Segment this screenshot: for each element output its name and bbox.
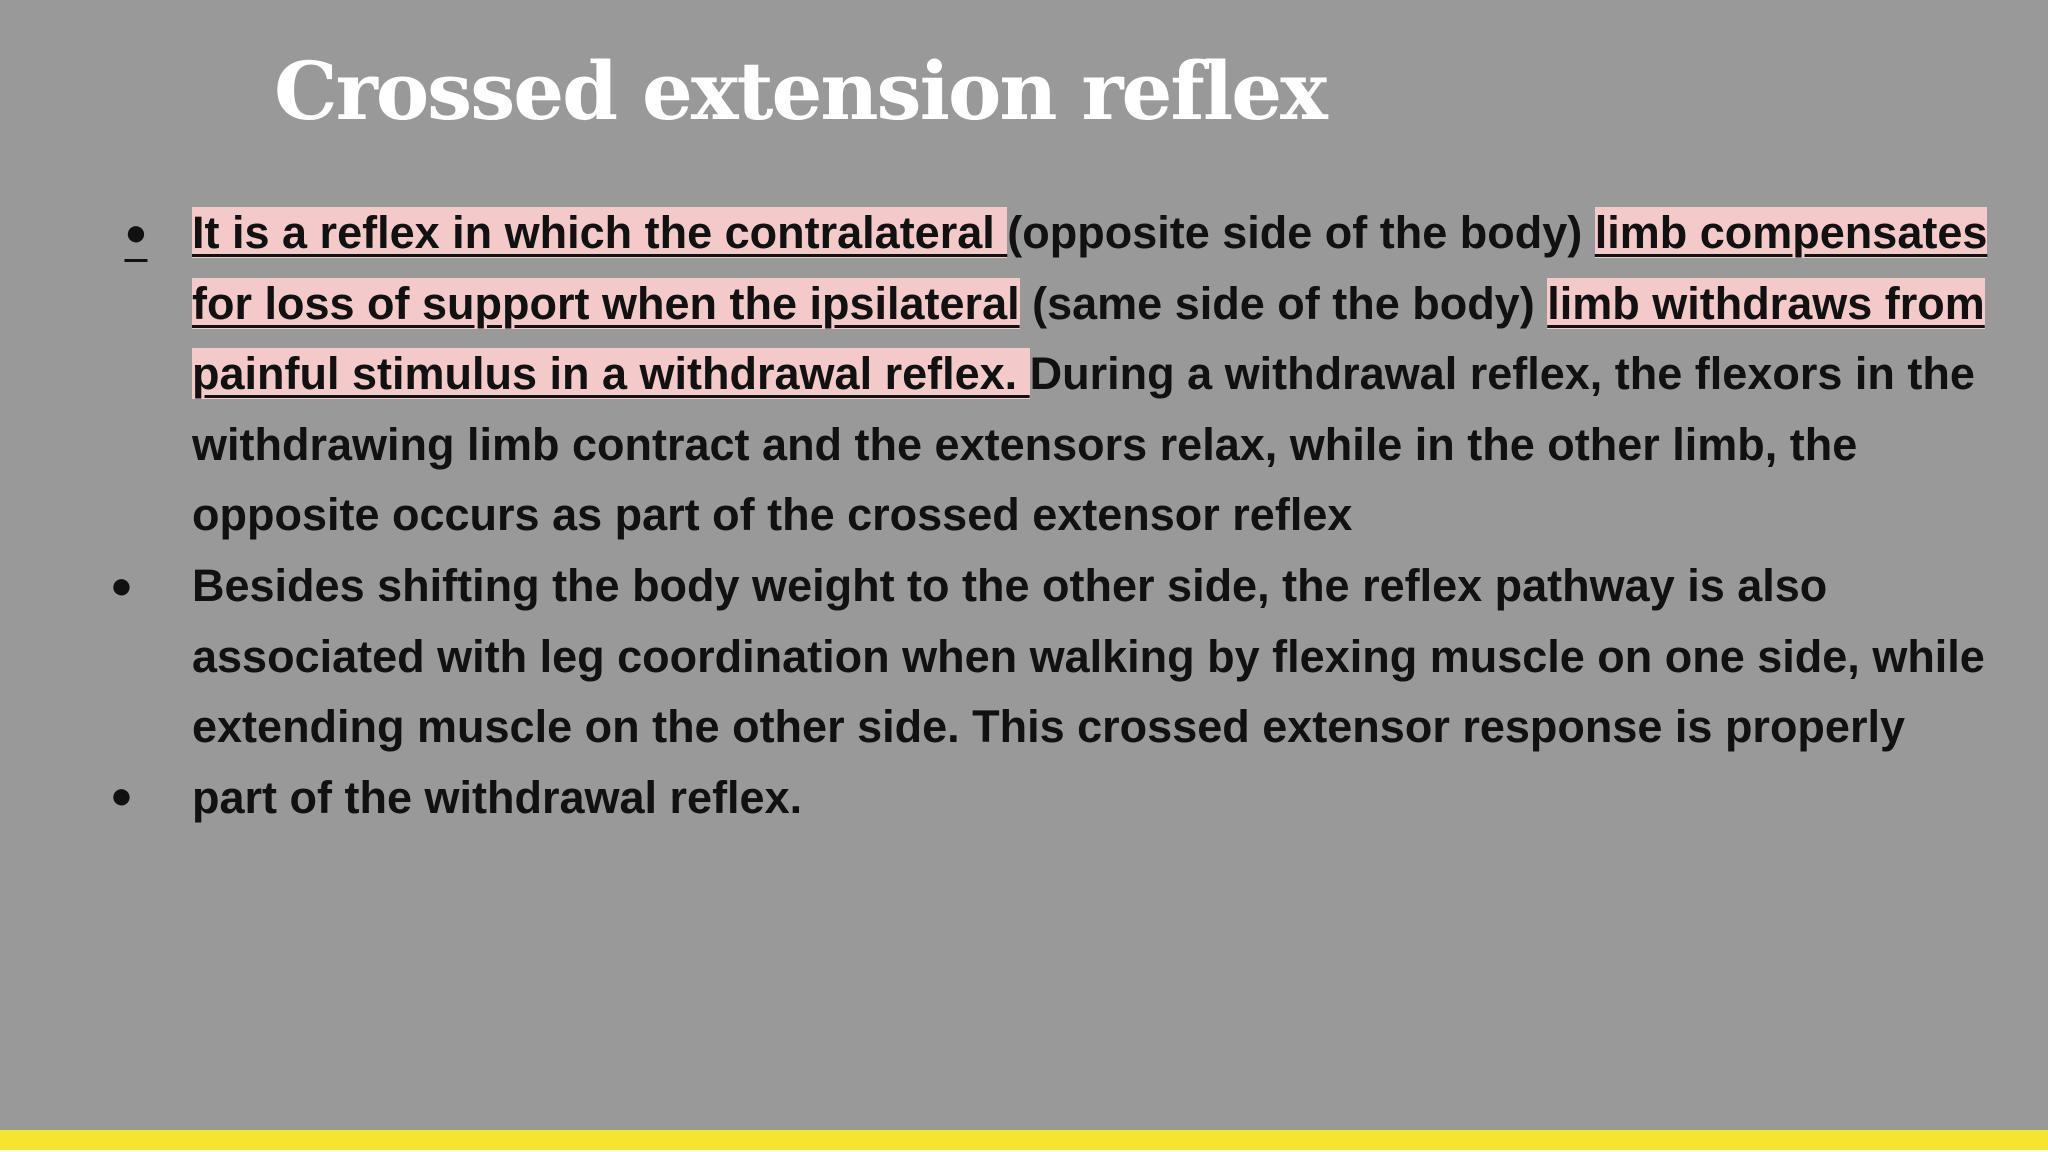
highlighted-text: limb withdraws from painful stimulus in a withdrawal reflex. <box>192 277 1985 400</box>
highlighted-text: limb compensates for loss of support when the ipsilateral <box>192 207 1988 329</box>
highlighted-text: It is a reflex in which the contralateral <box>192 207 1008 258</box>
body-text: (same side of the body) <box>1019 277 1548 329</box>
body-text: (opposite side of the body) <box>1007 207 1595 258</box>
body-text: Besides shifting the body weight to the other side, the reflex pathway is also associated with leg coordination when walking by flexing muscle on one side, while extending muscle on the other side. This crossed extensor response is properly part of the withdrawal reflex. <box>192 559 1985 823</box>
bullet-list <box>92 198 1992 833</box>
bullet-item-1 <box>92 198 1992 551</box>
bullet-icon: ● <box>110 775 133 817</box>
body-text: During a withdrawal reflex, the flexors in the withdrawing limb contract and the extensors relax, while in the other limb, the opposite occurs as part of the crossed extensor reflex <box>192 348 1975 541</box>
slide-title: Crossed extension reflex <box>274 44 1326 138</box>
bullet-icon: ● <box>124 212 148 254</box>
bullet-item-2 <box>92 551 1992 833</box>
bullet-icon: ● <box>110 564 133 607</box>
accent-bar <box>0 1130 2048 1150</box>
